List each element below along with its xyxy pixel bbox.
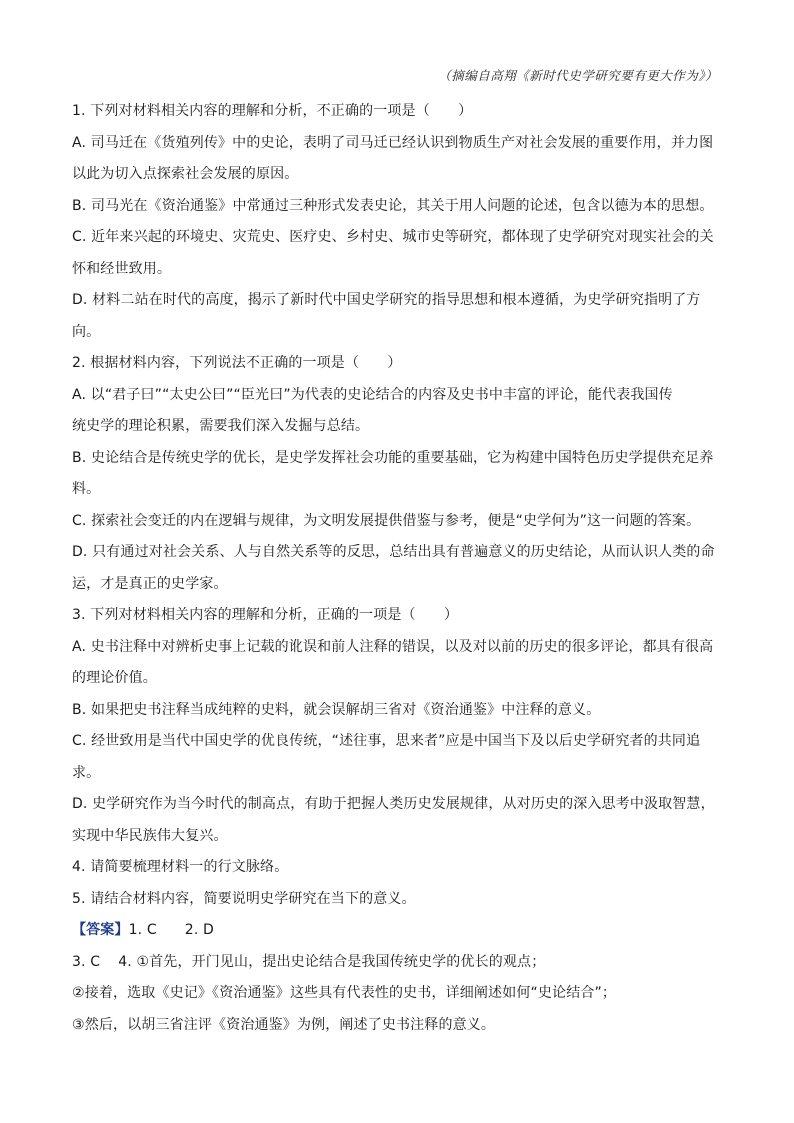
q1-option-d-line-2: 向。 xyxy=(72,323,101,340)
q2-option-c: C. 探索社会变迁的内在逻辑与规律，为文明发展提供借鉴与参考，便是“史学何为”这一问题的答案。 xyxy=(72,512,701,529)
q2-option-b-line-1: B. 史论结合是传统史学的优长，是史学发挥社会功能的重要基础，它为构建中国特色历史学提供充足养 xyxy=(72,449,714,466)
question-content xyxy=(72,96,722,1041)
q1-option-a-line-1: A. 司马迁在《货殖列传》中的史论，表明了司马迁已经认识到物质生产对社会发展的重要作用，并力图 xyxy=(72,134,714,151)
q2-option-a-line-2: 统史学的理论积累，需要我们深入发掘与总结。 xyxy=(72,418,370,434)
q3-option-a-line-2: 的理论价值。 xyxy=(72,670,157,686)
answer-tag: 【答案】 xyxy=(72,922,129,938)
q3-option-d-line-2: 实现中华民族伟大复兴。 xyxy=(72,827,228,844)
answer-row-2 xyxy=(72,947,722,979)
answer-q4-point-2: ②接着，选取《史记》《资治通鉴》这些具有代表性的史书，详细阐述如何“史论结合”； xyxy=(72,985,617,1001)
question-4-stem: 4. 请简要梳理材料一的行文脉络。 xyxy=(72,859,289,875)
question-3-stem: 3. 下列对材料相关内容的理解和分析，正确的一项是（ ） xyxy=(72,607,459,623)
q3-option-d-line-1: D. 史学研究作为当今时代的制高点，有助于把握人类历史发展规律，从对历史的深入思考中汲取智慧， xyxy=(72,796,715,812)
q3-option-a-line-1: A. 史书注释中对辨析史事上记载的讹误和前人注释的错误，以及对以前的历史的很多评论，都具有很高 xyxy=(72,638,714,655)
answer-q3: 3. C xyxy=(72,953,101,970)
question-2-stem: 2. 根据材料内容，下列说法不正确的一项是（ ） xyxy=(72,355,402,371)
q1-option-b: B. 司马光在《资治通鉴》中常通过三种形式发表史论，其关于用人问题的论述，包含以德为本的思想。 xyxy=(72,197,714,214)
question-5-stem: 5. 请结合材料内容，简要说明史学研究在当下的意义。 xyxy=(72,890,416,907)
answer-row-1 xyxy=(72,915,722,947)
q1-option-c-line-1: C. 近年来兴起的环境史、灾荒史、医疗史、乡村史、城市史等研究，都体现了史学研究对现实社会的关 xyxy=(72,229,714,245)
question-1-stem: 1. 下列对材料相关内容的理解和分析，不正确的一项是（ ） xyxy=(72,103,473,119)
q3-option-c-line-1: C. 经世致用是当代中国史学的优良传统，“述往事，思来者”应是中国当下及以后史学研究者的共同追 xyxy=(72,733,701,749)
source-citation: （摘编自高翔《新时代史学研究要有更大作为》） xyxy=(438,68,718,83)
q3-option-b: B. 如果把史书注释当成纯粹的史料，就会误解胡三省对《资治通鉴》中注释的意义。 xyxy=(72,701,601,718)
q1-option-c-line-2: 怀和经世致用。 xyxy=(72,260,172,277)
answer-q4-point-3: ③然后，以胡三省注评《资治通鉴》为例，阐述了史书注释的意义。 xyxy=(72,1016,496,1033)
q3-option-c-line-2: 求。 xyxy=(72,764,101,781)
q2-option-a-line-1: A. 以“君子曰”“太史公曰”“臣光曰”为代表的史论结合的内容及史书中丰富的评论，能代表我国传 xyxy=(72,386,673,403)
q2-option-b-line-2: 料。 xyxy=(72,481,101,497)
answer-q4-point-1: 4. ①首先，开门见山，提出史论结合是我国传统史学的优长的观点； xyxy=(118,953,546,970)
q1-option-d-line-1: D. 材料二站在时代的高度，揭示了新时代中国史学研究的指导思想和根本遵循，为史学研究指明了方 xyxy=(72,292,701,308)
q1-option-a-line-2: 以此为切入点探索社会发展的原因。 xyxy=(72,166,299,182)
q2-option-d-line-1: D. 只有通过对社会关系、人与自然关系等的反思，总结出具有普遍意义的历史结论，从而认识人类的命 xyxy=(72,544,715,560)
answer-q1: 1. C xyxy=(128,922,157,938)
q2-option-d-line-2: 运，才是真正的史学家。 xyxy=(72,575,228,592)
answer-q2: 2. D xyxy=(184,922,214,938)
